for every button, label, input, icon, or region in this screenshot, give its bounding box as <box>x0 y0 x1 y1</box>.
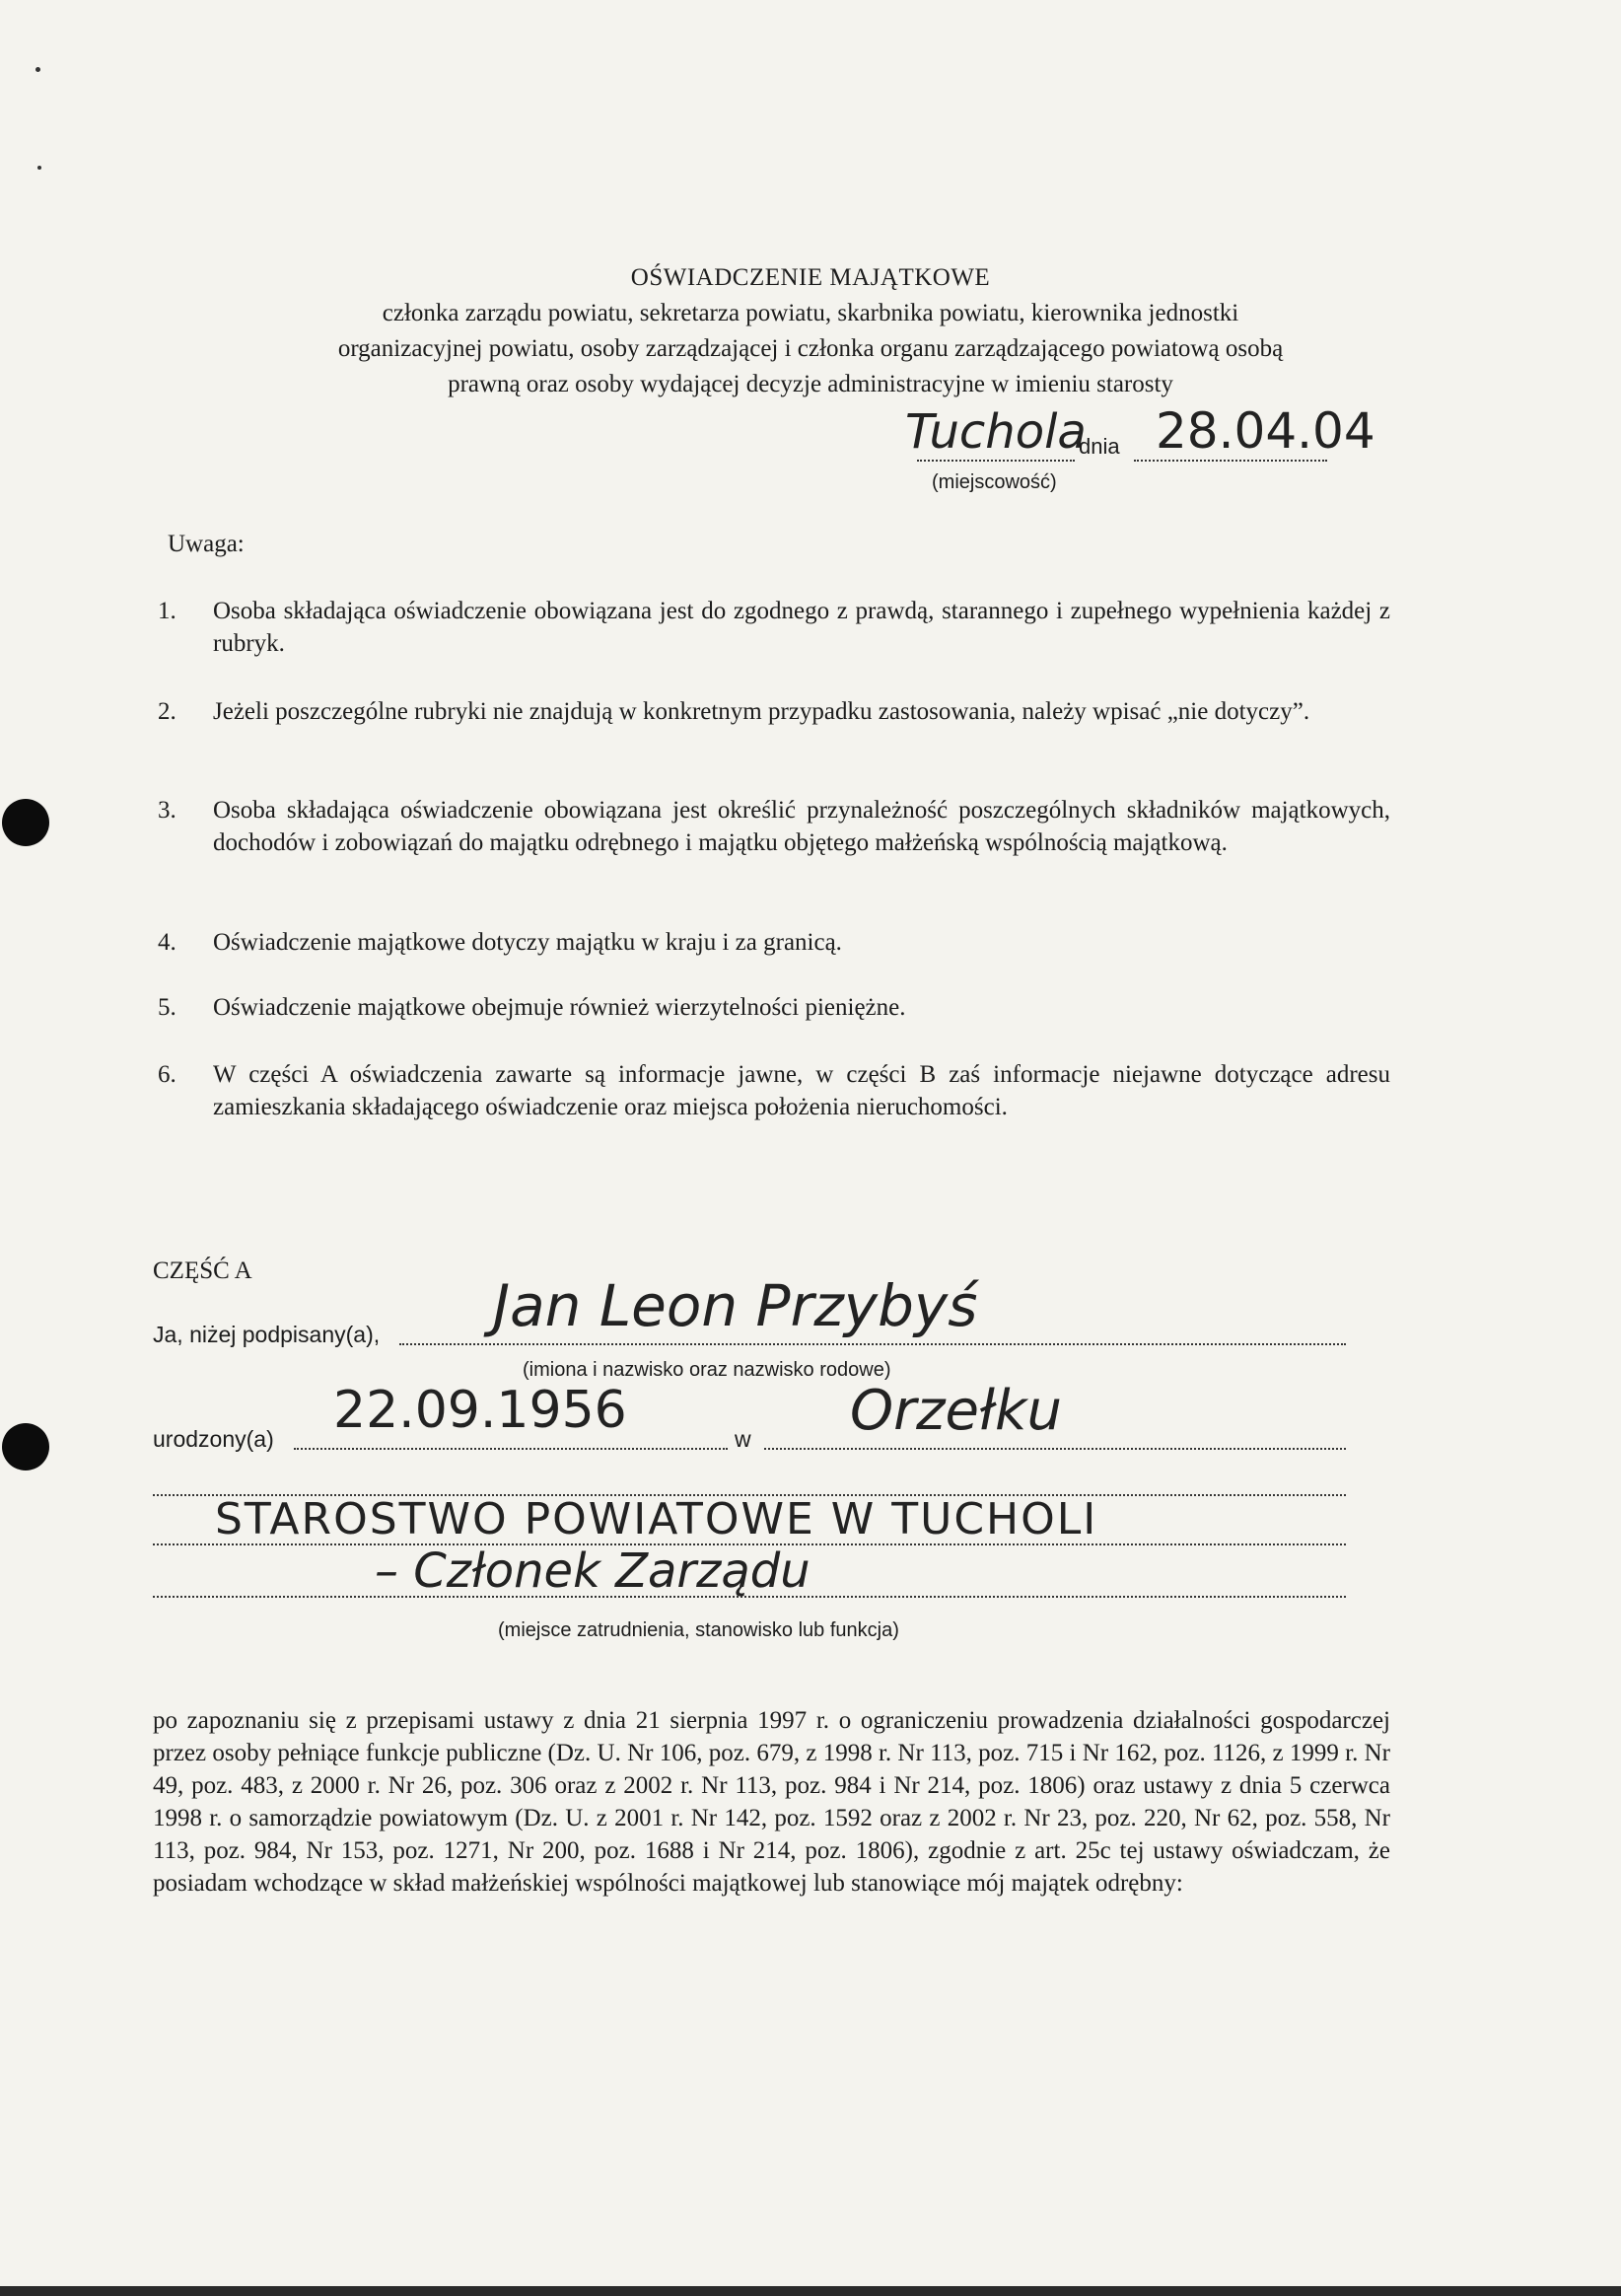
statement-paragraph: po zapoznaniu się z przepisami ustawy z dnia 21 sierpnia 1997 r. o ograniczeniu prowadzenia działalności gospodarczej przez osoby pełniące funkcje publiczne (Dz. U. Nr 106, poz. 679, z 1998 r. Nr 113, poz. 715 i Nr 162, poz. 1126, z 1999 r. Nr 49, poz. 483, z 2000 r. Nr 26, poz. 306 oraz z 2002 r. Nr 113, poz. 984 i Nr 214, poz. 1806) oraz ustawy z dnia 5 czerwca 1998 r. o samorządzie powiatowym (Dz. U. z 2001 r. Nr 142, poz. 1592 oraz z 2002 r. Nr 23, poz. 220, Nr 62, poz. 558, Nr 113, poz. 984, Nr 153, poz. 1271, Nr 200, poz. 1688 i Nr 214, poz. 1806), zgodnie z art. 25c tej ustawy oświadczam, że posiadam wchodzące w skład małżeńskiej wspólności majątkowej lub stanowiące mój majątek odrębny: <box>153 1707 1390 1897</box>
dnia-label: dnia <box>1079 434 1120 459</box>
part-a-heading: CZĘŚĆ A <box>153 1257 252 1284</box>
employment-value-line-2: – Członek Zarządu <box>375 1543 810 1599</box>
note-text: Osoba składająca oświadczenie obowiązana jest do zgodnego z prawdą, starannego i zupełnego wypełnienia każdej z rubryk. <box>213 598 1390 657</box>
scan-mark <box>37 166 41 170</box>
document-subtitle-line-3: prawną oraz osoby wydającej decyzje administracyjne w imieniu starosty <box>448 371 1173 397</box>
note-text: W części A oświadczenia zawarte są informacje jawne, w części B zaś informacje niejawne dotyczące adresu zamieszkania składającego oświadczenie oraz miejsca położenia nieruchomości. <box>213 1061 1390 1120</box>
date-value: 28.04.04 <box>1156 402 1375 460</box>
punch-hole <box>2 799 49 846</box>
note-item <box>158 926 1390 962</box>
note-number: 3. <box>158 797 176 824</box>
document-subtitle-line-2: organizacyjnej powiatu, osoby zarządzającej i członka organu zarządzającego powiatową osobą <box>337 335 1284 362</box>
note-item <box>158 991 1390 1027</box>
document-subtitle-line-1: członka zarządu powiatu, sekretarza powiatu, skarbnika powiatu, kierownika jednostki <box>382 300 1239 326</box>
employment-caption: (miejsce zatrudnienia, stanowisko lub funkcja) <box>498 1619 899 1641</box>
note-item <box>158 1058 1390 1161</box>
place-dotted-line <box>917 460 1075 462</box>
place-caption: (miejscowość) <box>932 471 1057 493</box>
note-number: 4. <box>158 929 176 956</box>
name-value: Jan Leon Przybyś <box>493 1272 978 1339</box>
note-text: Osoba składająca oświadczenie obowiązana jest określić przynależność poszczególnych składników majątkowych, dochodów i zobowiązań do majątku odrębnego i majątku objętego małżeńską wspólnością majątkową. <box>213 797 1390 856</box>
place-value: Tuchola <box>905 404 1087 460</box>
note-number: 6. <box>158 1061 176 1088</box>
note-number: 5. <box>158 994 176 1021</box>
note-number: 1. <box>158 598 176 624</box>
in-label: w <box>735 1426 751 1452</box>
born-label: urodzony(a) <box>153 1426 274 1452</box>
note-item <box>158 695 1390 764</box>
employment-value-line-1: STAROSTWO POWIATOWE W TUCHOLI <box>215 1494 1098 1544</box>
date-dotted-line <box>1134 460 1327 462</box>
punch-hole <box>2 1423 49 1471</box>
note-text: Jeżeli poszczególne rubryki nie znajdują w konkretnym przypadku zastosowania, należy wpisać „nie dotyczy”. <box>213 698 1310 725</box>
scan-bottom-edge <box>0 2286 1621 2296</box>
document-title: OŚWIADCZENIE MAJĄTKOWE <box>630 264 991 291</box>
note-text: Oświadczenie majątkowe obejmuje również wierzytelności pieniężne. <box>213 994 906 1021</box>
name-dotted-line <box>399 1343 1346 1345</box>
note-number: 2. <box>158 698 176 725</box>
name-caption: (imiona i nazwisko oraz nazwisko rodowe) <box>523 1359 891 1381</box>
scan-mark <box>35 67 40 72</box>
birth-place-dotted-line <box>764 1448 1346 1450</box>
birth-date-dotted-line <box>294 1448 728 1450</box>
note-item <box>158 794 1390 897</box>
birth-date-value: 22.09.1956 <box>333 1381 627 1440</box>
notes-heading: Uwaga: <box>168 531 245 557</box>
undersigned-label: Ja, niżej podpisany(a), <box>153 1322 381 1347</box>
birth-place-value: Orzełku <box>850 1379 1062 1443</box>
note-item <box>158 595 1390 664</box>
note-text: Oświadczenie majątkowe dotyczy majątku w kraju i za granicą. <box>213 929 842 956</box>
